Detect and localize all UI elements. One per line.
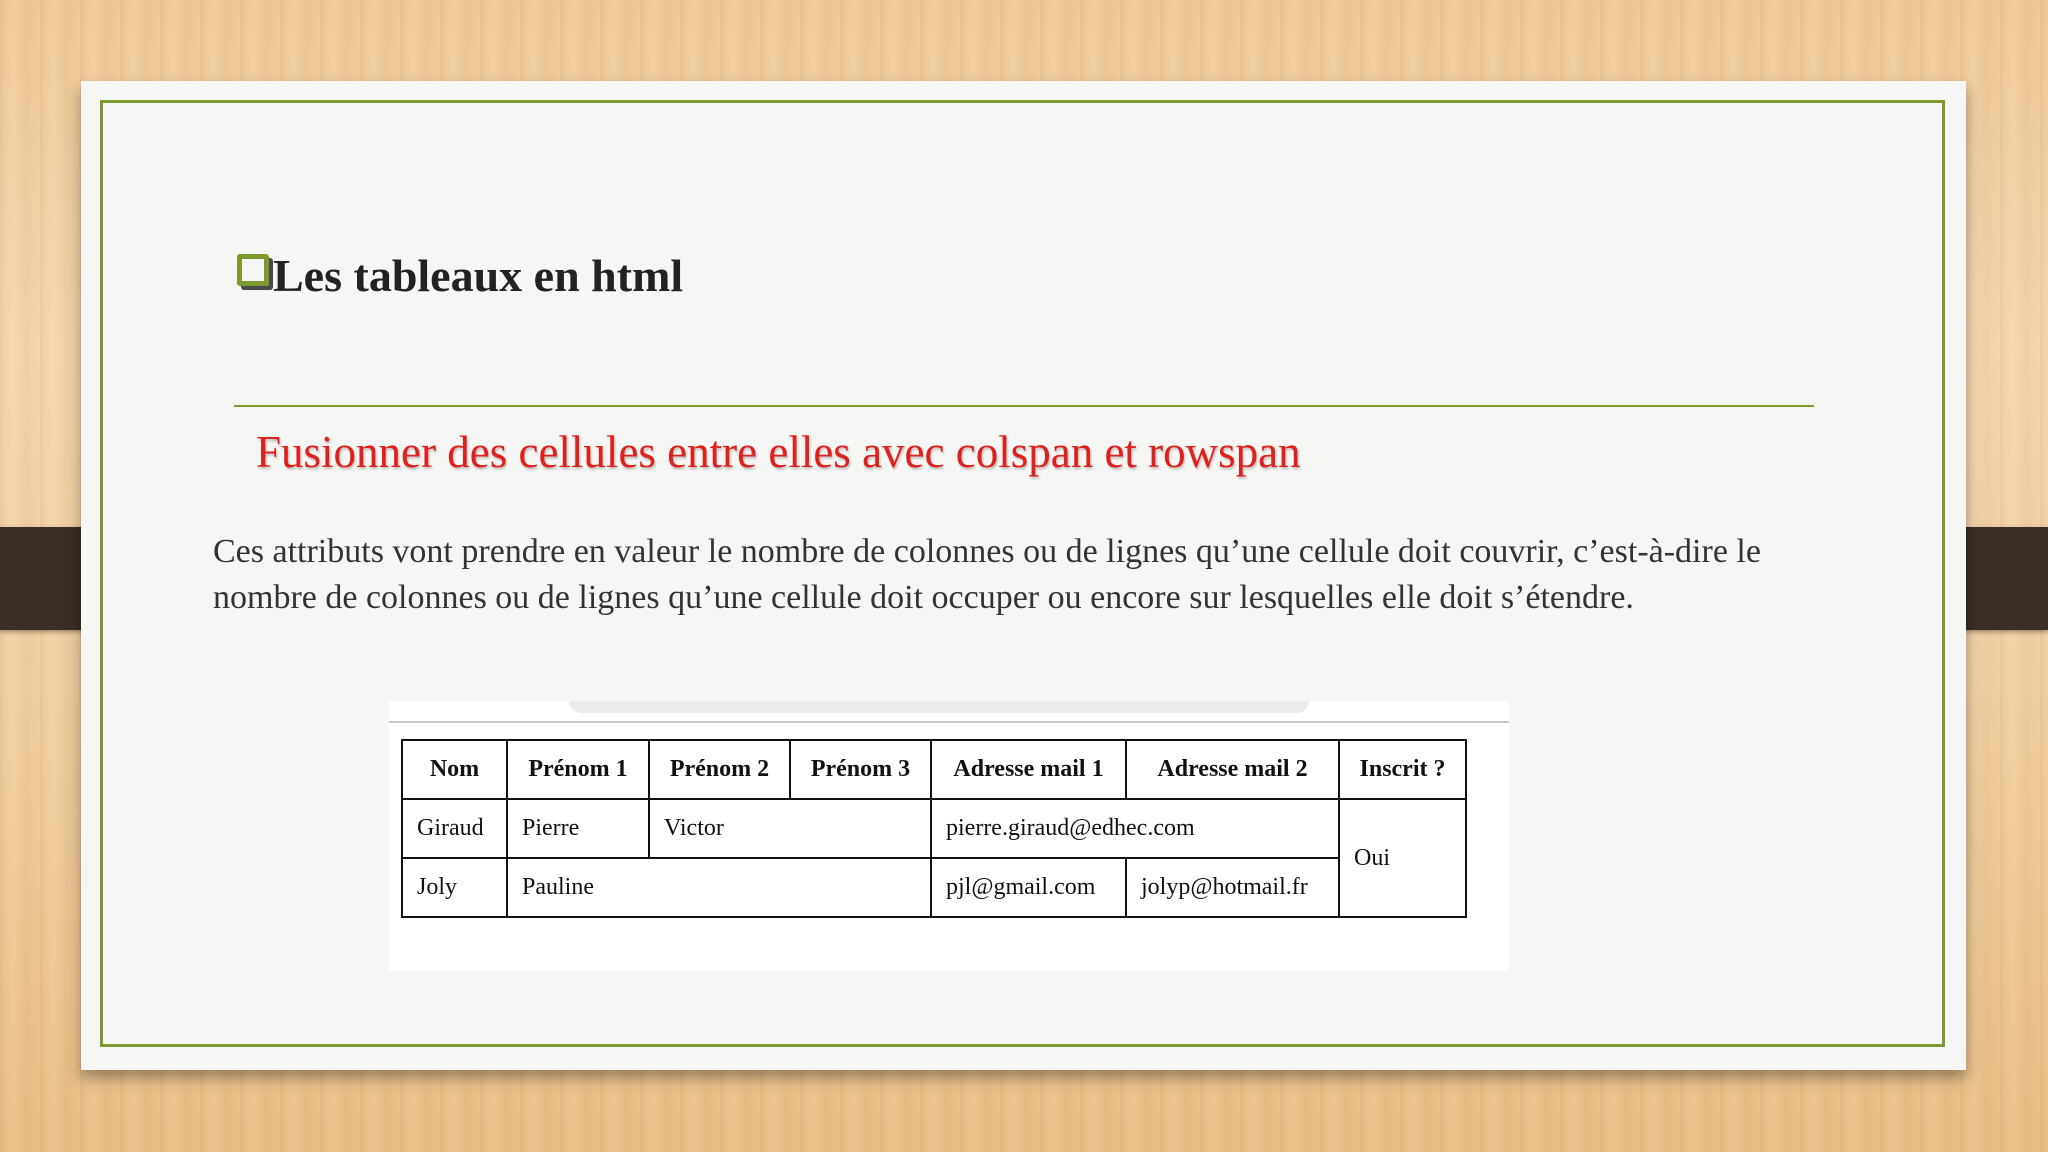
title-row xyxy=(237,249,683,302)
cell-prenom-2-3: Victor xyxy=(649,799,931,858)
body-paragraph: Ces attributs vont prendre en valeur le nombre de colonnes ou de lignes qu’une cellule doit couvrir, c’est-à-dire le nombre de colonnes ou de lignes qu’une cellule doit occuper ou encore sur lesquelles elle doit s’étendre. xyxy=(213,533,1761,616)
cell-nom: Giraud xyxy=(402,799,507,858)
header-nom: Nom xyxy=(402,740,507,799)
cell-mail-1: pjl@gmail.com xyxy=(931,858,1126,917)
table-row xyxy=(402,858,1466,917)
cell-nom: Joly xyxy=(402,858,507,917)
slide xyxy=(81,81,1966,1070)
header-prenom-1: Prénom 1 xyxy=(507,740,649,799)
header-mail-1: Adresse mail 1 xyxy=(931,740,1126,799)
table-header-row xyxy=(402,740,1466,799)
cropped-rule xyxy=(389,721,1509,723)
cropped-edge xyxy=(569,701,1309,713)
slide-title: Les tableaux en html xyxy=(273,250,684,301)
table-screenshot xyxy=(389,701,1509,971)
slide-subtitle: Fusionner des cellules entre elles avec colspan et rowspan xyxy=(256,427,1301,477)
cell-inscrit: Oui xyxy=(1339,799,1466,917)
header-mail-2: Adresse mail 2 xyxy=(1126,740,1339,799)
header-prenom-3: Prénom 3 xyxy=(790,740,931,799)
checkbox-bullet-icon xyxy=(237,254,269,286)
cell-mail-2: jolyp@hotmail.fr xyxy=(1126,858,1339,917)
header-prenom-2: Prénom 2 xyxy=(649,740,790,799)
merged-cells-table xyxy=(401,739,1467,918)
table-row xyxy=(402,799,1466,858)
cell-prenom-1-3: Pauline xyxy=(507,858,931,917)
cell-mail-1-2: pierre.giraud@edhec.com xyxy=(931,799,1339,858)
cell-prenom-1: Pierre xyxy=(507,799,649,858)
header-inscrit: Inscrit ? xyxy=(1339,740,1466,799)
title-divider xyxy=(234,405,1814,407)
